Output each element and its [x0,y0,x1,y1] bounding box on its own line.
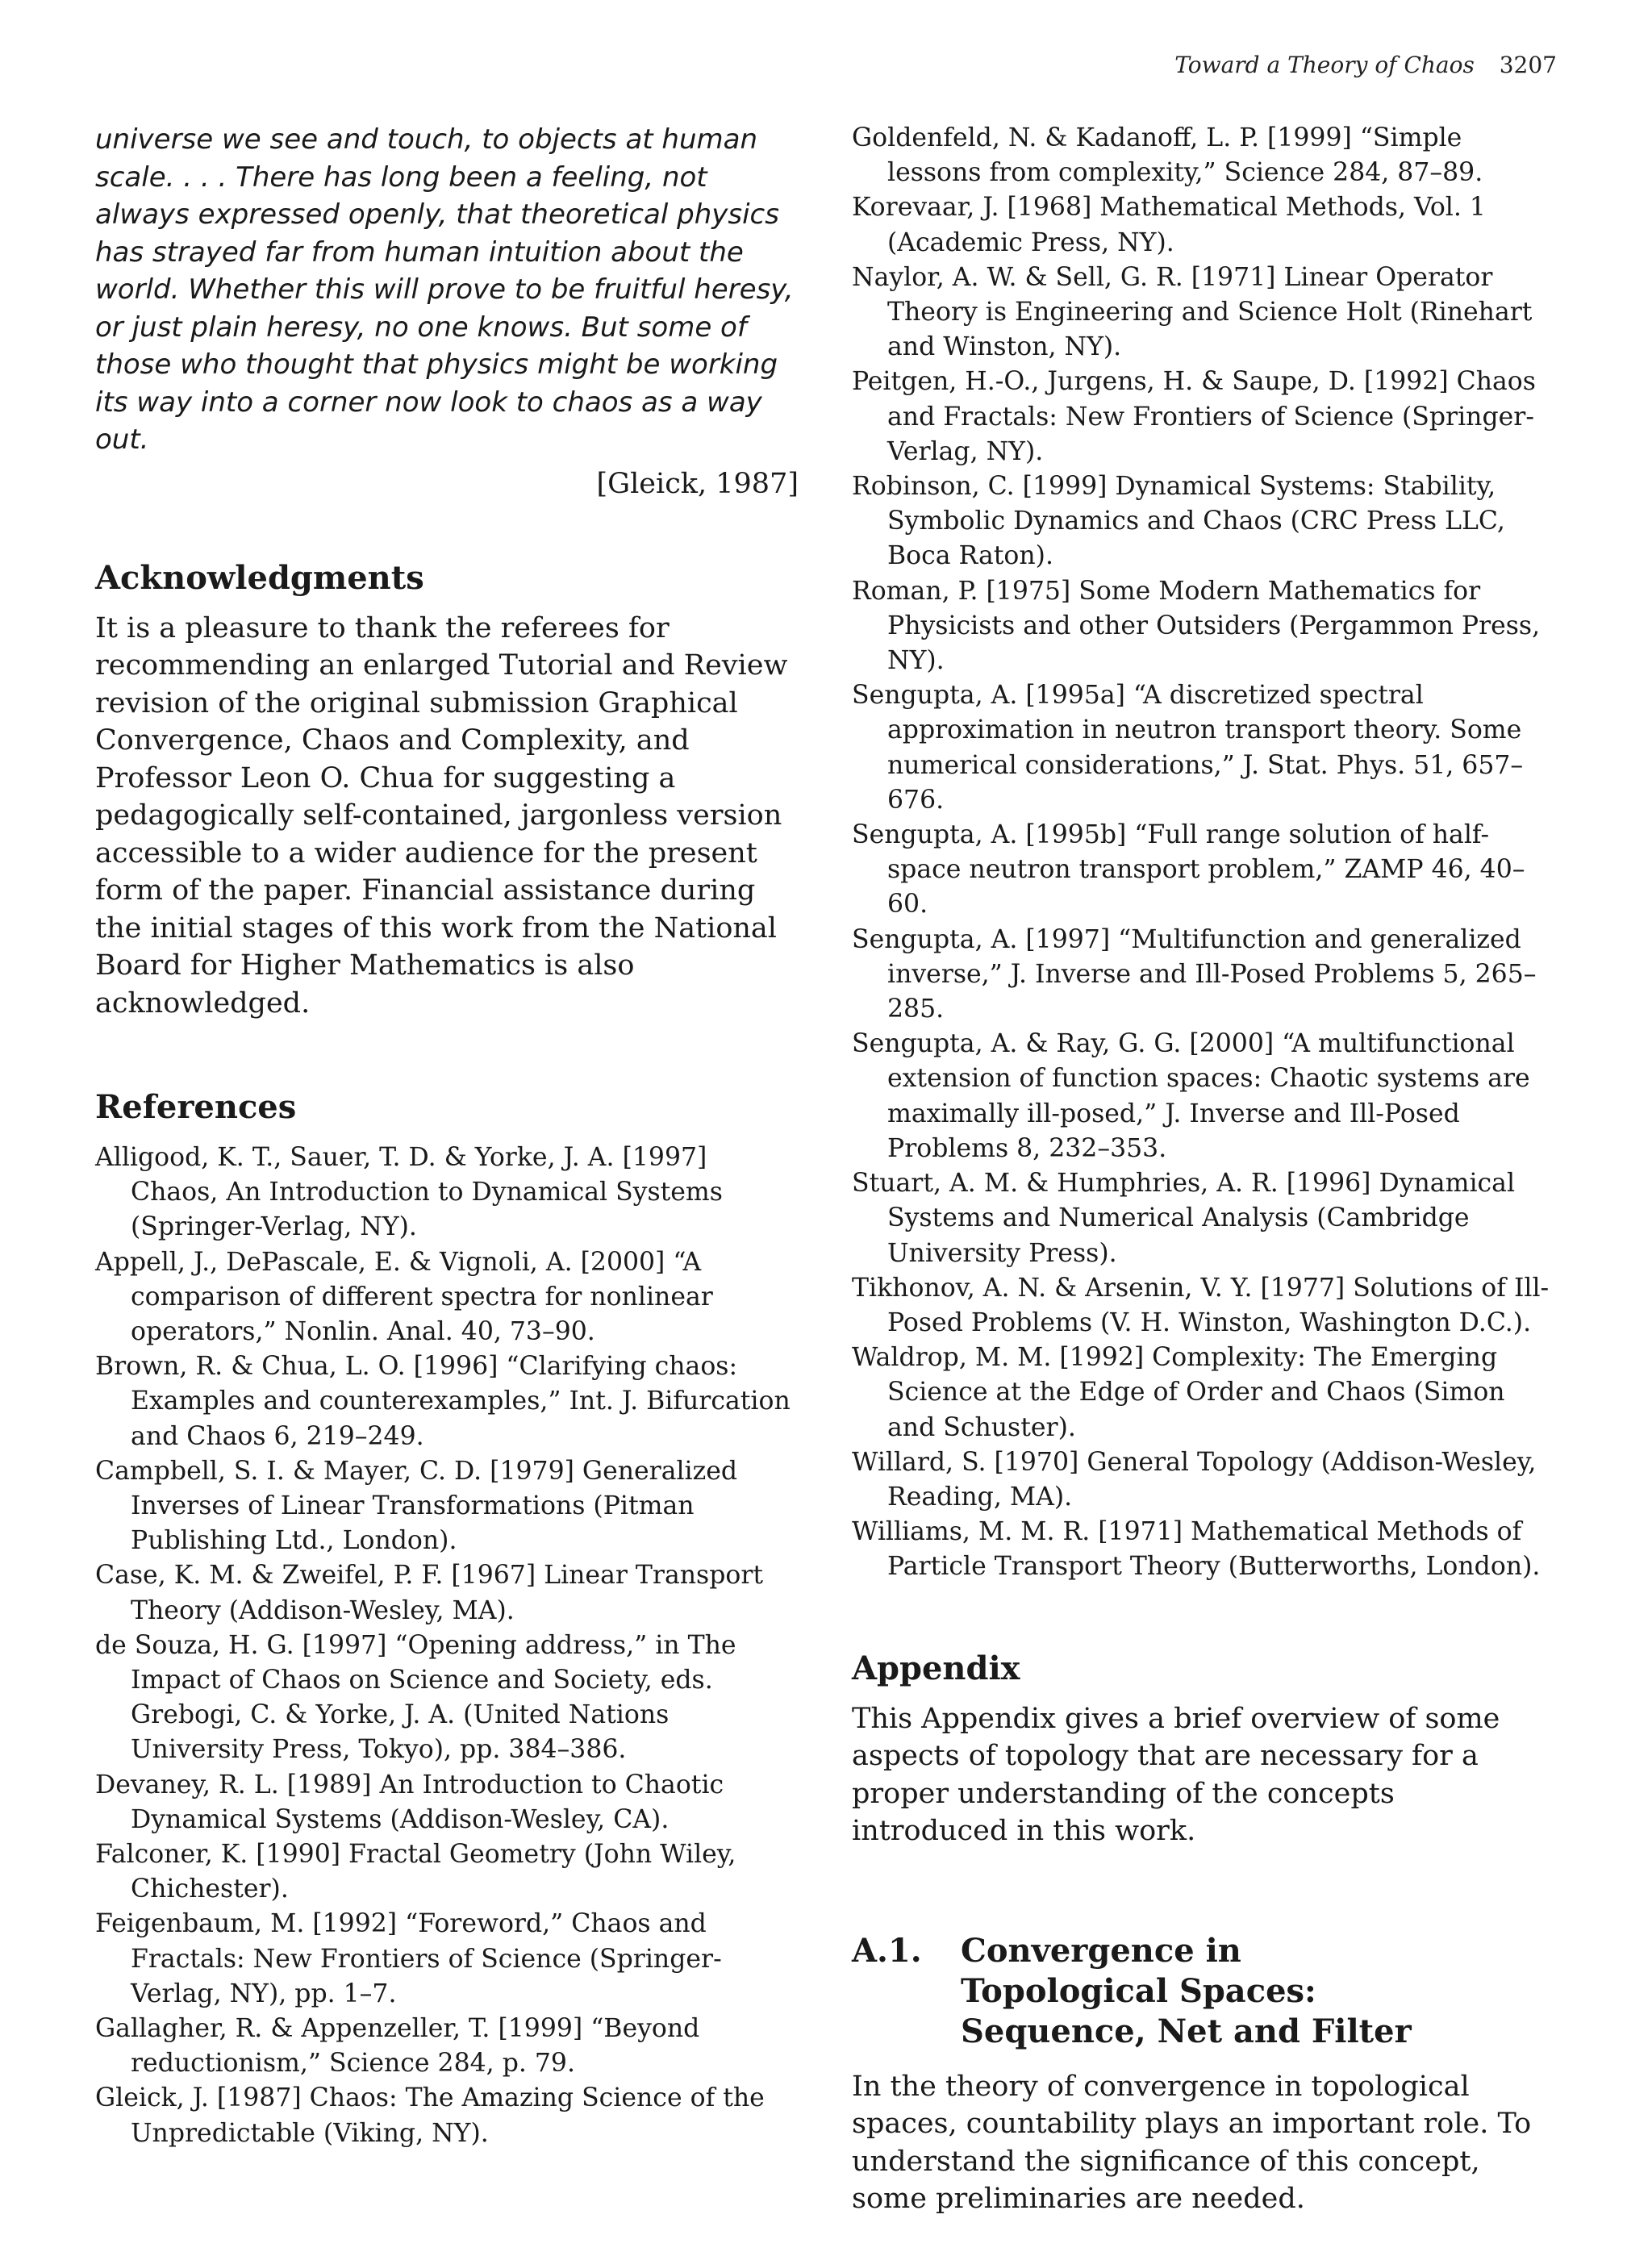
reference-item: Sengupta, A. [1995b] “Full range solution of half-space neutron transport problem,” ZAMP 46, 40–60. [852,820,1525,920]
running-header [1174,52,1557,78]
epigraph-quote: universe we see and touch, to objects at human scale. . . . There has long been a feeling, not always expressed openly, that theoretical physics has strayed far from human intuition about the world. Whether this will prove to be fruitful heresy, or just plain heresy, no one knows. But some of those who thought that physics might be working its way into a corner now look to chaos as a way out. [95,123,794,456]
reference-item: Williams, M. M. R. [1971] Mathematical Methods of Particle Transport Theory (Butterworths, London). [852,1517,1541,1582]
reference-item: Goldenfeld, N. & Kadanoff, L. P. [1999] “Simple lessons from complexity,” Science 284, 87–89. [852,123,1483,188]
section-heading-a1 [852,1931,1557,2052]
reference-item: Falconer, K. [1990] Fractal Geometry (John Wiley, Chichester). [95,1840,736,1904]
acknowledgments-text: It is a pleasure to thank the referees for recommending an enlarged Tutorial and Review revision of the original submission Graphical Convergence, Chaos and Complexity, and Professor Leon O. Chua for suggesting a pedagogically self-contained, jargonless version accessible to a wider audience for the present form of the paper. Financial assistance during the initial stages of this work from the National Board for Higher Mathematics is also acknowledged. [95,611,788,1020]
references-list-right [852,121,1557,1585]
left-column [95,121,799,2151]
acknowledgments-heading: Acknowledgments [95,558,424,597]
section-title: Convergence in Topological Spaces: Sequence, Net and Filter [961,1931,1412,2050]
reference-item: Peitgen, H.-O., Jurgens, H. & Saupe, D. [1992] Chaos and Fractals: New Frontiers of Science (Springer-Verlag, NY). [852,367,1536,466]
reference-item: Campbell, S. I. & Mayer, C. D. [1979] Generalized Inverses of Linear Transformations (Pitman Publishing Ltd., London). [95,1456,738,1556]
reference-item: de Souza, H. G. [1997] “Opening address,” in The Impact of Chaos on Science and Society, eds. Grebogi, C. & Yorke, J. A. (United Nations University Press, Tokyo), pp. 384–386. [95,1630,736,1765]
reference-item: Waldrop, M. M. [1992] Complexity: The Emerging Science at the Edge of Order and Chaos (Simon and Schuster). [852,1343,1505,1442]
reference-item: Case, K. M. & Zweifel, P. F. [1967] Linear Transport Theory (Addison-Wesley, MA). [95,1561,764,1625]
reference-item: Willard, S. [1970] General Topology (Addison-Wesley, Reading, MA). [852,1447,1537,1512]
section-a1-text: In the theory of convergence in topological spaces, countability plays an important role. To understand the significance of this concept, some preliminaries are needed. [852,2070,1532,2216]
page-number: 3207 [1499,52,1557,78]
right-column [852,121,1557,2218]
appendix-text: This Appendix gives a brief overview of some aspects of topology that are necessary for a proper understanding of the concepts introduced in this work. [852,1702,1500,1848]
reference-item: Sengupta, A. [1995a] “A discretized spectral approximation in neutron transport theory. Some numerical considerations,” J. Stat. Phys. 51, 657–676. [852,681,1524,815]
reference-item: Appell, J., DePascale, E. & Vignoli, A. [2000] “A comparison of different spectra for nonlinear operators,” Nonlin. Anal. 40, 73–90. [95,1247,713,1347]
references-heading: References [95,1088,297,1126]
reference-item: Korevaar, J. [1968] Mathematical Methods, Vol. 1 (Academic Press, NY). [852,193,1486,257]
reference-item: Sengupta, A. & Ray, G. G. [2000] “A multifunctional extension of function spaces: Chaotic systems are maximally ill-posed,” J. Inverse and Ill-Posed Problems 8, 232–353. [852,1029,1530,1163]
reference-item: Roman, P. [1975] Some Modern Mathematics for Physicists and other Outsiders (Pergammon Press, NY). [852,576,1541,676]
reference-item: Gallagher, R. & Appenzeller, T. [1999] “Beyond reductionism,” Science 284, p. 79. [95,2014,700,2079]
reference-item: Naylor, A. W. & Sell, G. R. [1971] Linear Operator Theory is Engineering and Science Holt (Rinehart and Winston, NY). [852,262,1533,362]
reference-item: Gleick, J. [1987] Chaos: The Amazing Science of the Unpredictable (Viking, NY). [95,2083,765,2148]
reference-item: Stuart, A. M. & Humphries, A. R. [1996] Dynamical Systems and Numerical Analysis (Cambridge University Press). [852,1169,1516,1268]
section-number: A.1. [852,1931,922,1970]
reference-item: Sengupta, A. [1997] “Multifunction and generalized inverse,” J. Inverse and Ill-Posed Problems 5, 265–285. [852,924,1537,1024]
reference-item: Alligood, K. T., Sauer, T. D. & Yorke, J. A. [1997] Chaos, An Introduction to Dynamical Systems (Springer-Verlag, NY). [95,1143,723,1242]
reference-item: Robinson, C. [1999] Dynamical Systems: Stability, Symbolic Dynamics and Chaos (CRC Press LLC, Boca Raton). [852,472,1505,571]
quote-citation: [Gleick, 1987] [596,467,799,500]
reference-item: Tikhonov, A. N. & Arsenin, V. Y. [1977] Solutions of Ill-Posed Problems (V. H. Winston, Washington D.C.). [852,1273,1550,1337]
references-list-left [95,1141,799,2151]
reference-item: Devaney, R. L. [1989] An Introduction to Chaotic Dynamical Systems (Addison-Wesley, CA). [95,1770,724,1834]
appendix-heading: Appendix [852,1649,1020,1687]
reference-item: Feigenbaum, M. [1992] “Foreword,” Chaos and Fractals: New Frontiers of Science (Springer-Verlag, NY), pp. 1–7. [95,1909,722,2008]
running-title: Toward a Theory of Chaos [1174,52,1475,78]
reference-item: Brown, R. & Chua, L. O. [1996] “Clarifying chaos: Examples and counterexamples,” Int. J. Bifurcation and Chaos 6, 219–249. [95,1352,791,1451]
